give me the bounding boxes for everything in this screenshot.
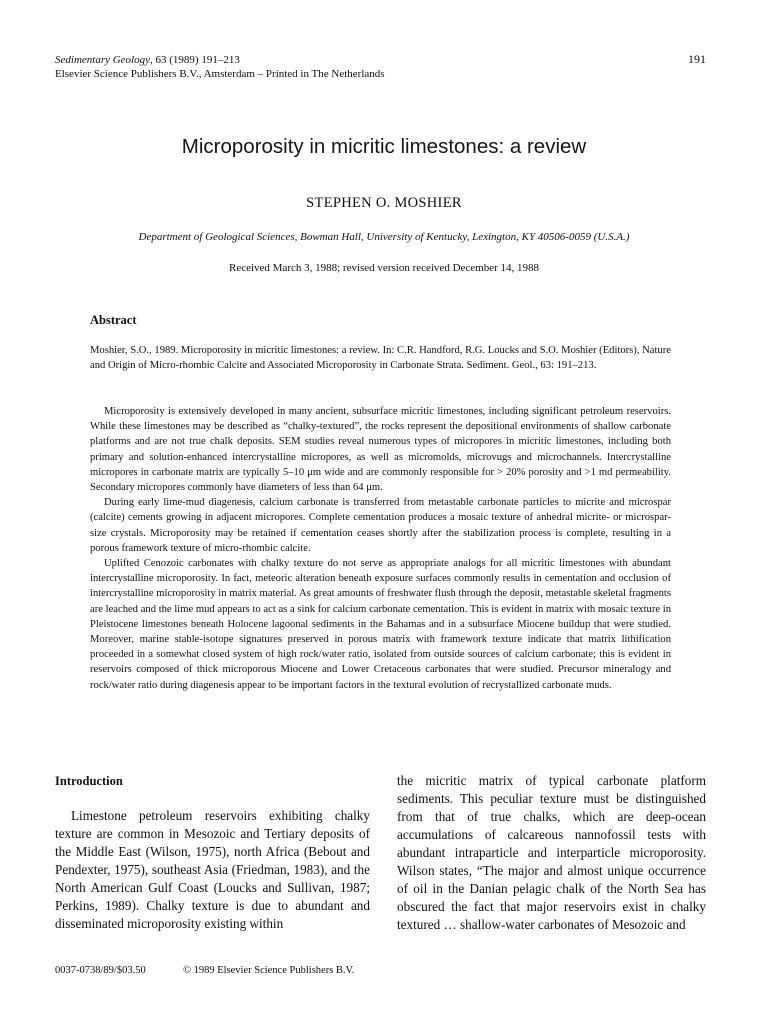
right-column-paragraph: the micritic matrix of typical carbonate platform sediments. This peculiar texture must be distinguished from that of true chalks, which are deep-ocean accumulations of calcareous nannofossil tests with abundant intraparticle and interparticle microporosity. Wilson states, “The major and almost unique occurrence of oil in the Danian pelagic chalk of the North Sea has obscured the fact that major reservoirs exist in chalky textured … shallow-water carbonates of Mesozoic and	[397, 773, 706, 932]
footer-issn-price: 0037-0738/89/$03.50	[55, 965, 146, 976]
abstract-paragraph: Microporosity is extensively developed in many ancient, subsurface micritic limestones, including significant petroleum reservoirs. While these limestones may be described as “chalky-textured”, the rocks represent the depositional environments of shallow carbonate platforms and are not true chalk deposits. SEM studies reveal numerous types of micropores in micritic limestones, including both primary and solution-enhanced intercrystalline micropores, as well as micromolds, microvugs and microchannels. Intercrystalline micropores in carbonate matrix are typically 5–10 μm wide and are commonly responsible for > 20% porosity and >1 md permeability. Secondary micropores commonly have diameters of less than 64 μm.	[90, 406, 671, 494]
abstract-citation	[90, 343, 671, 373]
received-dates: Received March 3, 1988; revised version received December 14, 1988	[228, 262, 540, 274]
abstract-body	[90, 404, 671, 693]
footer-copyright: © 1989 Elsevier Science Publishers B.V.	[183, 965, 355, 976]
article-title: Microporosity in micritic limestones: a review	[181, 135, 587, 158]
abstract-paragraph: Uplifted Cenozoic carbonates with chalky texture do not serve as appropriate analogs for all micritic limestones with abundant intercrystalline microporosity. In fact, meteoric alteration beneath exposure surfaces commonly results in cementation and occlusion of intercrystalline microporosity in matrix material. As great amounts of freshwater flush through the deposit, metastable skeletal fragments are leached and the lime mud appears to act as a sink for calcium carbonate cementation. This is evident in matrix with mosaic texture in Pleistocene limestones beneath Holocene lagoonal sediments in the Bahamas and in a subsurface Miocene buildup that were studied. Moreover, marine stable-isotope signatures preserved in porous matrix with framework texture indicate that matrix lithification proceeded in a somewhat closed system of high rock/water ratio, isolated from outside sources of calcium carbonate; this is evident in reservoirs composed of thick microporous Miocene and Lower Cretaceous carbonates that were studied. Precursor mineralogy and rock/water ratio during diagenesis appear to be important factors in the textural evolution of recrystallized carbonate muds.	[90, 558, 671, 691]
left-column-paragraph: Limestone petroleum reservoirs exhibiting chalky texture are common in Mesozoic and Tertiary deposits of the Middle East (Wilson, 1975), north Africa (Bebout and Pendexter, 1975), southeast Asia (Friedman, 1983), and the North American Gulf Coast (Loucks and Sullivan, 1987; Perkins, 1989). Chalky texture is due to abundant and disseminated microporosity existing within	[55, 808, 370, 931]
author-name: STEPHEN O. MOSHIER	[306, 195, 462, 211]
author-affiliation: Department of Geological Sciences, Bowman Hall, University of Kentucky, Lexington, KY 40506-0059 (U.S.A.)	[138, 231, 630, 243]
introduction-right-column	[397, 772, 706, 934]
abstract-paragraph: During early lime-mud diagenesis, calcium carbonate is transferred from metastable carbonate particles to micrite and microspar (calcite) cements growing in adjacent micropores. Complete cementation produces a mosaic texture of anhedral micrite- or microspar-size crystals. Microporosity may be retained if cementation ceases shortly after the stabilization process is complete, resulting in a porous framework texture of micro-rhombic calcite.	[90, 497, 671, 554]
introduction-heading: Introduction	[55, 774, 123, 788]
page-number: 191	[688, 52, 706, 66]
journal-name: Sedimentary Geology	[55, 54, 150, 66]
journal-citation-line	[55, 53, 240, 68]
publisher-line: Elsevier Science Publishers B.V., Amsterdam – Printed in The Netherlands	[55, 68, 385, 80]
journal-volume-pages: , 63 (1989) 191–213	[150, 54, 240, 66]
introduction-left-column	[55, 807, 370, 933]
abstract-heading: Abstract	[90, 313, 137, 327]
citation-text: Moshier, S.O., 1989. Microporosity in micritic limestones: a review. In: C.R. Handford, R.G. Loucks and S.O. Moshier (Editors), Nature and Origin of Micro-rhombic Calcite and Associated Microporosity in Carbonate Strata. Sediment. Geol., 63: 191–213.	[90, 345, 671, 372]
